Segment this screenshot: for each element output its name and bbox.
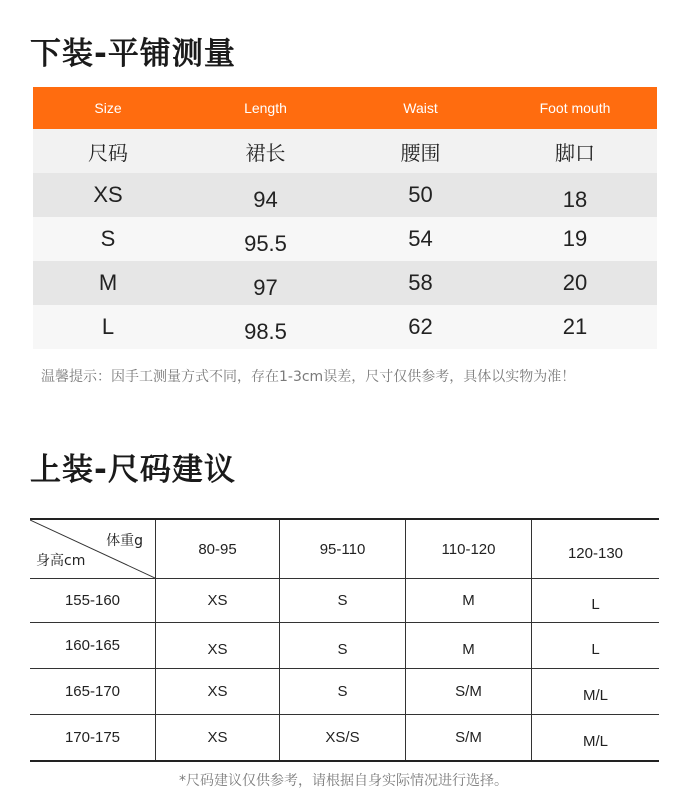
size-cell — [280, 623, 406, 669]
size-cell: S — [280, 669, 406, 715]
table-row — [30, 579, 659, 623]
size-cell-value: M/L — [582, 733, 608, 750]
table-row — [33, 217, 657, 261]
cell-foot-mouth — [493, 173, 657, 217]
size-cell — [532, 623, 660, 669]
table-row — [33, 261, 657, 305]
size-cell-value: M — [462, 641, 475, 658]
bottoms-section-title: 下装-平铺测量 — [30, 36, 236, 72]
size-cell — [532, 579, 660, 623]
cell-length-value: 95.5 — [244, 231, 287, 256]
weight-header — [532, 519, 660, 579]
header-waist: Waist — [348, 87, 493, 129]
size-cell: XS/S — [280, 715, 406, 762]
table-row — [33, 173, 657, 217]
size-cell — [532, 715, 660, 762]
cell-foot-mouth: 21 — [493, 305, 657, 349]
header-zh-waist: 腰围 — [348, 129, 493, 173]
table-header-row — [33, 87, 657, 129]
header-zh-size: 尺码 — [33, 129, 183, 173]
table-header-zh-row — [33, 129, 657, 173]
table-header-row — [30, 519, 659, 579]
cell-foot-mouth-value: 18 — [562, 187, 588, 212]
weight-header: 95-110 — [280, 519, 406, 579]
height-cell: 155-160 — [30, 579, 156, 623]
tops-section-title: 上装-尺码建议 — [30, 452, 236, 488]
cell-length-value: 98.5 — [244, 319, 287, 344]
size-cell — [406, 623, 532, 669]
size-advice-note: *尺码建议仅供参考，请根据自身实际情况进行选择。 — [179, 773, 508, 789]
size-cell-value: M/L — [582, 687, 608, 704]
size-cell — [156, 623, 280, 669]
size-cell: S/M — [406, 715, 532, 762]
cell-waist: 62 — [348, 305, 493, 349]
tops-size-table — [30, 518, 659, 762]
weight-header: 110-120 — [406, 519, 532, 579]
header-zh-length: 裙长 — [183, 129, 348, 173]
cell-size: S — [33, 217, 183, 261]
header-foot-mouth: Foot mouth — [493, 87, 657, 129]
cell-length — [183, 173, 348, 217]
height-axis-label: 身高cm — [36, 553, 86, 569]
cell-waist: 58 — [348, 261, 493, 305]
cell-waist: 54 — [348, 217, 493, 261]
weight-axis-label: 体重g — [106, 533, 143, 549]
size-cell — [532, 669, 660, 715]
cell-foot-mouth: 20 — [493, 261, 657, 305]
corner-cell — [30, 519, 156, 579]
height-cell: 165-170 — [30, 669, 156, 715]
size-cell: M — [406, 579, 532, 623]
table-row — [30, 669, 659, 715]
size-cell-value: L — [591, 596, 600, 613]
weight-header-value: 120-130 — [567, 544, 624, 562]
cell-waist: 50 — [348, 173, 493, 217]
cell-length — [183, 261, 348, 305]
cell-size: L — [33, 305, 183, 349]
corner-diagonal — [30, 520, 155, 578]
size-cell: S — [280, 579, 406, 623]
size-cell: S/M — [406, 669, 532, 715]
size-cell-value: XS — [207, 641, 228, 658]
table-row — [33, 305, 657, 349]
size-cell: XS — [156, 579, 280, 623]
size-cell-value: L — [591, 641, 600, 658]
cell-size: M — [33, 261, 183, 305]
weight-header: 80-95 — [156, 519, 280, 579]
cell-length — [183, 217, 348, 261]
cell-length — [183, 305, 348, 349]
bottoms-size-table — [33, 87, 657, 349]
table-row — [30, 715, 659, 762]
measurement-note: 温馨提示：因手工测量方式不同，存在1-3cm误差，尺寸仅供参考，具体以实物为准！ — [41, 369, 576, 385]
cell-foot-mouth: 19 — [493, 217, 657, 261]
height-cell: 160-165 — [30, 623, 156, 669]
size-cell-value: S — [337, 641, 348, 658]
header-zh-foot-mouth: 脚口 — [493, 129, 657, 173]
height-cell: 170-175 — [30, 715, 156, 762]
cell-length-value: 97 — [253, 275, 278, 300]
header-length: Length — [183, 87, 348, 129]
table-row — [30, 623, 659, 669]
cell-size: XS — [33, 173, 183, 217]
header-size: Size — [33, 87, 183, 129]
size-cell: XS — [156, 715, 280, 762]
cell-length-value: 94 — [253, 187, 278, 212]
size-cell: XS — [156, 669, 280, 715]
